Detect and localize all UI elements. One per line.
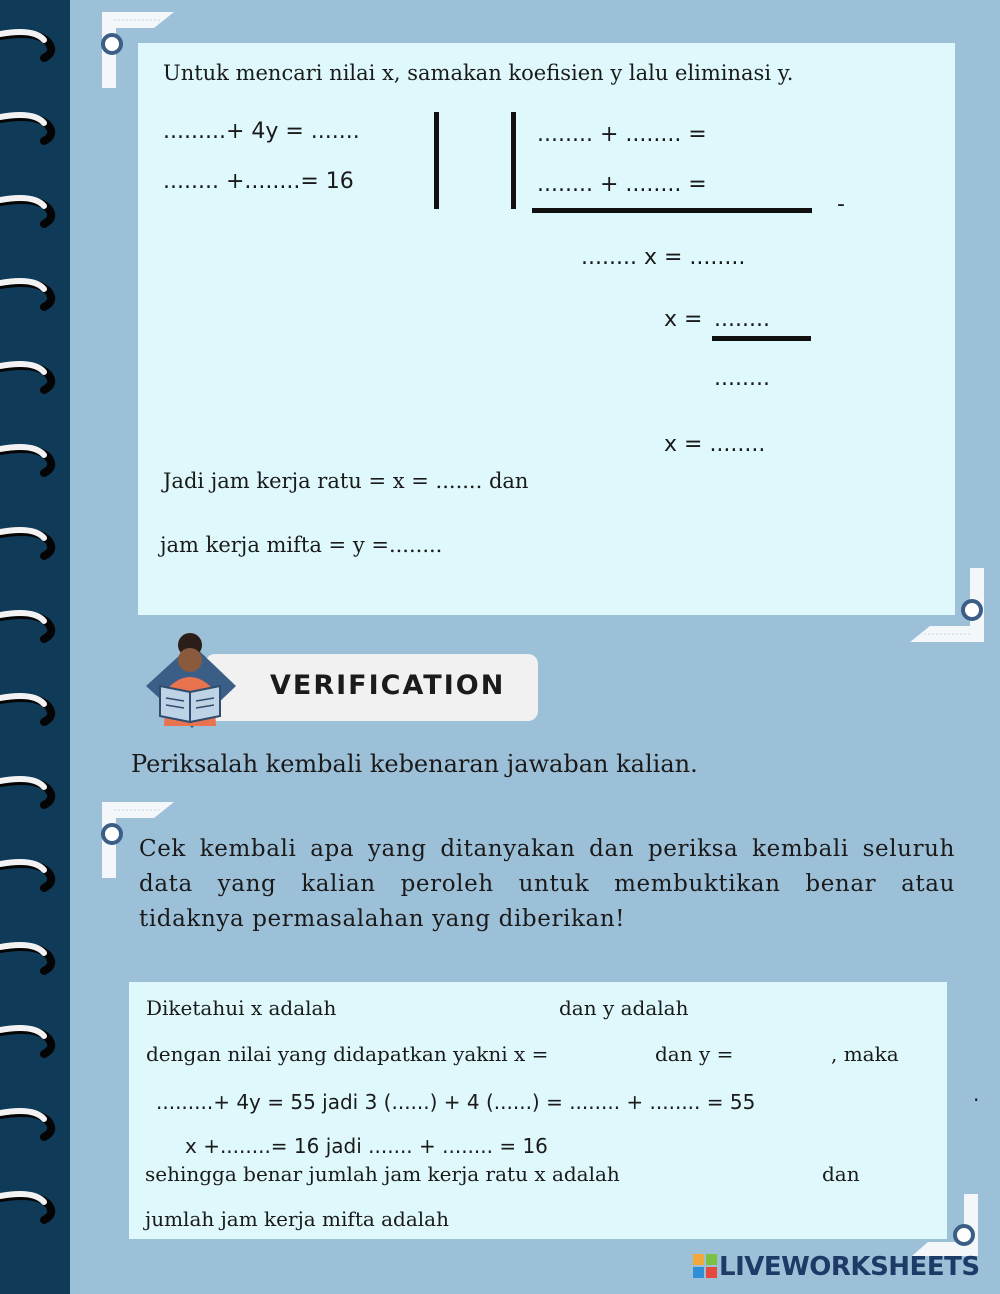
value-y-label: dan y = [655,1042,734,1066]
instruction-text: Untuk mencari nilai x, samakan koefisien y lalu eliminasi y. [163,61,794,85]
equation-2-right: ........ + ........ = [537,172,707,197]
spiral-ring [0,1107,58,1141]
spiral-ring [0,28,58,62]
logo-text: LIVEWORKSHEETS [719,1252,980,1282]
divider-bar-left [434,112,439,209]
fraction-denominator: ........ [714,366,770,391]
minus-sign: - [837,192,845,217]
verification-subtitle: Periksalah kembali kebenaran jawaban kalian. [131,750,698,778]
verification-paragraph [139,832,955,937]
divider-bar-right [511,112,516,209]
spiral-ring [0,609,58,643]
corner-decoration-bottom-right [908,1192,988,1258]
corner-decoration-mid-right [908,566,988,646]
result-y-text: jam kerja mifta = y =........ [160,533,443,557]
subtraction-line [532,208,812,213]
liveworksheets-logo [693,1252,980,1282]
equation-1-left: .........+ 4y = ....... [163,119,360,144]
conclusion-y-label: jumlah jam kerja mifta adalah [145,1207,449,1231]
equation-2-left: ........ +........= 16 [163,169,354,194]
spiral-ring [0,443,58,477]
known-y-label: dan y adalah [559,996,689,1020]
stray-dot: . [973,1082,980,1106]
spiral-ring [0,775,58,809]
check-equation-1: .........+ 4y = 55 jadi 3 (......) + 4 (......) = ........ + ........ = 55 [156,1090,756,1114]
spiral-ring [0,111,58,145]
paragraph-line-3: tidaknya permasalahan yang diberikan! [139,906,626,932]
spiral-ring [0,1024,58,1058]
equation-1-right: ........ + ........ = [537,122,707,147]
spiral-ring [0,858,58,892]
x-final: x = ........ [664,432,766,457]
conclusion-x-label: sehingga benar jumlah jam kerja ratu x adalah [145,1162,620,1186]
elimination-result: ........ x = ........ [581,245,746,270]
spiral-ring [0,1190,58,1224]
fraction-lhs: x = [664,307,703,332]
then-label: , maka [831,1042,899,1066]
spiral-ring [0,692,58,726]
value-x-label: dengan nilai yang didapatkan yakni x = [146,1042,549,1066]
conclusion-and: dan [822,1162,860,1186]
paragraph-line-1: Cek kembali apa yang ditanyakan dan periksa kembali seluruh [139,836,955,862]
spiral-ring [0,941,58,975]
spiral-ring [0,194,58,228]
verification-title: VERIFICATION [270,670,506,701]
fraction-line [712,336,811,341]
spiral-ring [0,360,58,394]
result-x-text: Jadi jam kerja ratu = x = ....... dan [163,469,529,493]
student-reading-icon [142,630,242,732]
check-equation-2: x +........= 16 jadi ....... + ........ = 16 [185,1134,548,1158]
fraction-numerator: ........ [714,307,770,332]
known-x-label: Diketahui x adalah [146,996,337,1020]
paragraph-line-2: data yang kalian peroleh untuk membuktikan benar atau [139,871,955,897]
spiral-ring [0,526,58,560]
liveworksheets-logo-icon [693,1254,717,1278]
spiral-ring [0,277,58,311]
